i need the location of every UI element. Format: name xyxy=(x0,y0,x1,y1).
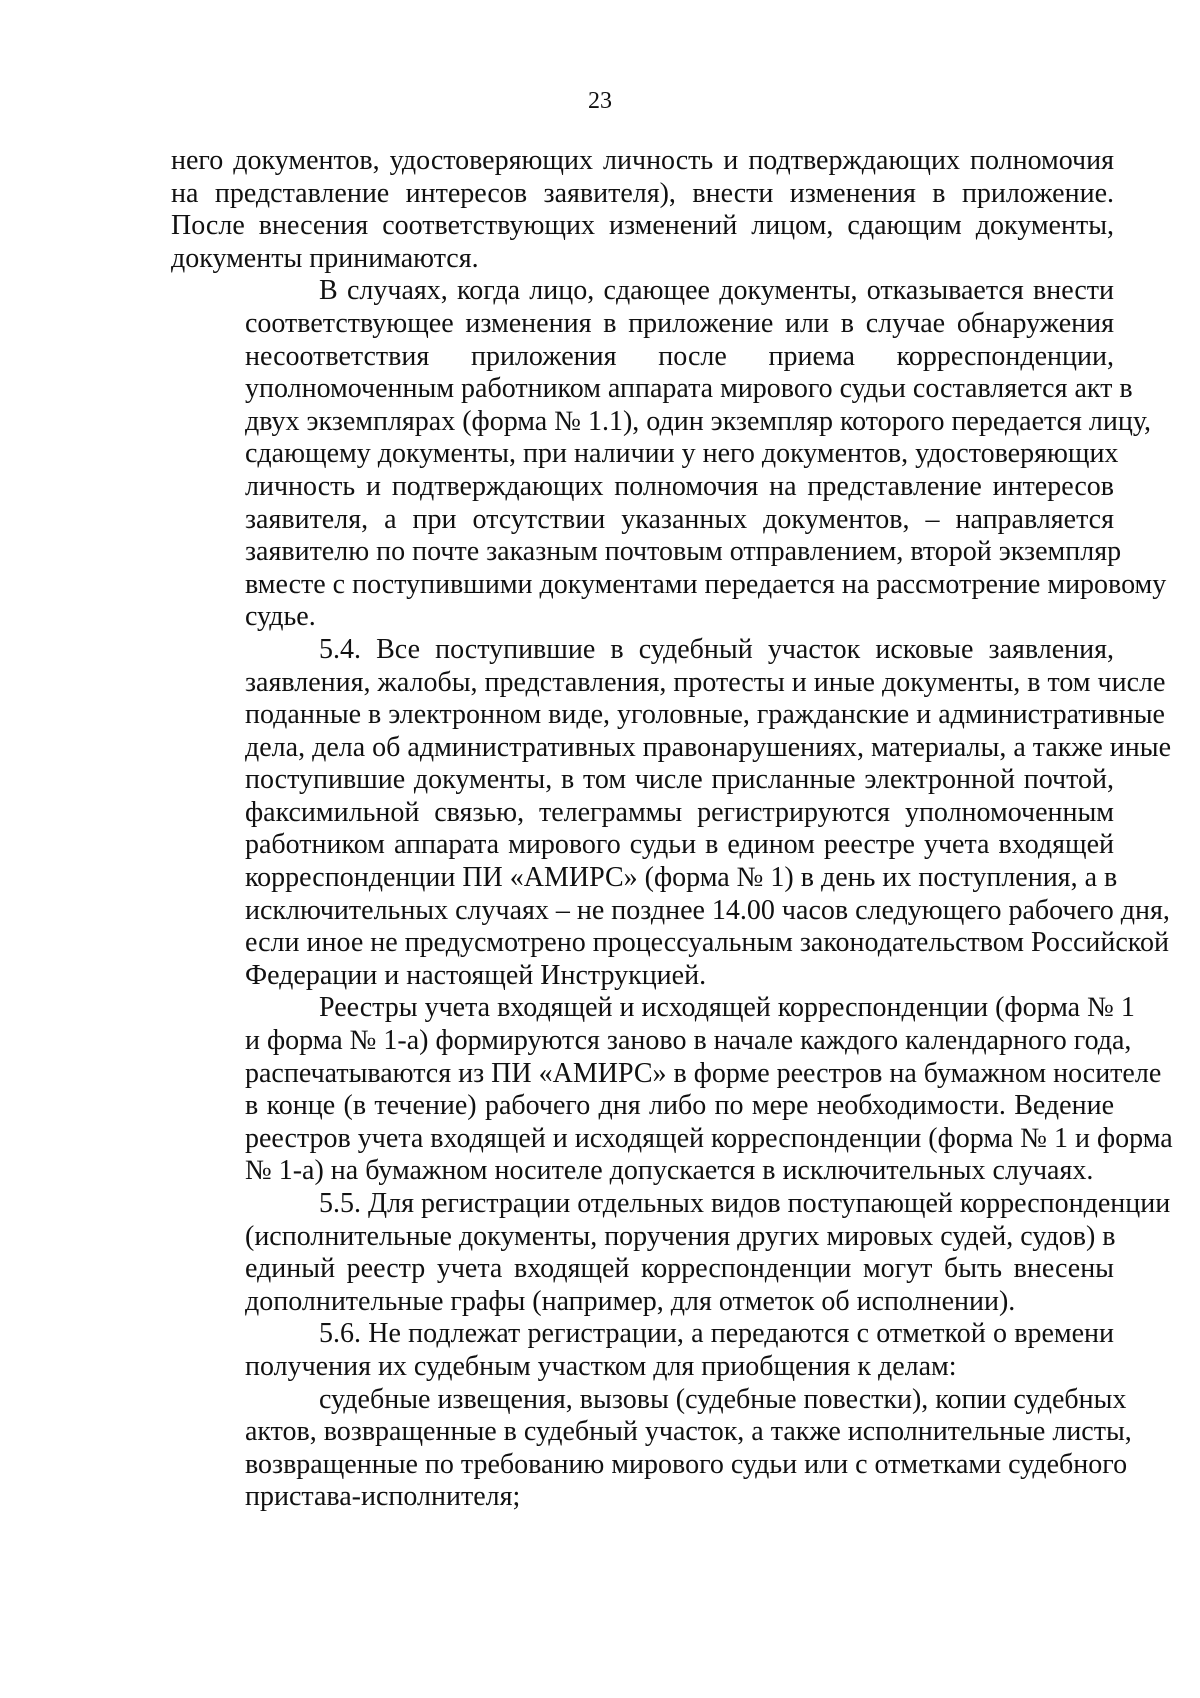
text-line: корреспонденции ПИ «АМИРС» (форма № 1) в день их поступления, а в xyxy=(245,862,1118,894)
text-line: поданные в электронном виде, уголовные, гражданские и административные xyxy=(245,699,1165,731)
text-line: (исполнительные документы, поручения других мировых судей, судов) в xyxy=(245,1220,1116,1252)
text-line: исключительных случаях – не позднее 14.00 часов следующего рабочего дня, xyxy=(245,894,1170,926)
text-line: сдающему документы, при наличии у него документов, удостоверяющих xyxy=(245,438,1119,470)
text-line: Федерации и настоящей Инструкцией. xyxy=(245,959,707,991)
document-body xyxy=(171,145,1173,1514)
text-line: факсимильной связью, телеграммы регистрируются уполномоченным xyxy=(245,796,1114,828)
text-line: и форма № 1-а) формируются заново в начале каждого календарного года, xyxy=(245,1025,1132,1057)
text-line: 5.5. Для регистрации отдельных видов поступающей корреспонденции xyxy=(319,1188,1171,1219)
text-line: двух экземплярах (форма № 1.1), один экземпляр которого передается лицу, xyxy=(245,405,1152,437)
paragraph xyxy=(171,275,1167,634)
text-line: заявителю по почте заказным почтовым отправлением, второй экземпляр xyxy=(245,536,1122,568)
text-line: в конце (в течение) рабочего дня либо по мере необходимости. Ведение xyxy=(245,1090,1114,1122)
text-line: пристава-исполнителя; xyxy=(245,1481,521,1513)
text-line: № 1-а) на бумажном носителе допускается в исключительных случаях. xyxy=(245,1155,1094,1187)
text-line: получения их судебным участком для приобщения к делам: xyxy=(245,1350,957,1382)
text-line: документы принимаются. xyxy=(171,242,479,274)
text-line: В случаях, когда лицо, сдающее документы, отказывается внести xyxy=(319,275,1114,307)
text-line: несоответствия приложения после приема корреспонденции, xyxy=(245,340,1114,372)
text-line: вместе с поступившими документами передается на рассмотрение мировому xyxy=(245,568,1167,600)
text-line: него документов, удостоверяющих личность и подтверждающих полномочия xyxy=(171,145,1114,176)
text-line: личность и подтверждающих полномочия на представление интересов xyxy=(245,470,1114,502)
text-line: судебные извещения, вызовы (судебные повестки), копии судебных xyxy=(319,1383,1127,1415)
text-line: дела, дела об административных правонарушениях, материалы, а также иные xyxy=(245,731,1171,763)
text-line: заявления, жалобы, представления, протесты и иные документы, в том числе xyxy=(245,666,1166,698)
text-line: Реестры учета входящей и исходящей корреспонденции (форма № 1 xyxy=(319,992,1135,1024)
text-line: дополнительные графы (например, для отметок об исполнении). xyxy=(245,1285,1016,1317)
text-line: соответствующее изменения в приложение или в случае обнаружения xyxy=(245,307,1114,339)
text-line: поступившие документы, в том числе присланные электронной почтой, xyxy=(245,764,1114,796)
text-line: если иное не предусмотрено процессуальным законодательством Российской xyxy=(245,927,1169,959)
text-line: единый реестр учета входящей корреспонденции могут быть внесены xyxy=(245,1253,1114,1285)
page-number: 23 xyxy=(588,88,612,114)
text-line: 5.4. Все поступившие в судебный участок исковые заявления, xyxy=(319,633,1114,665)
text-line: реестров учета входящей и исходящей корреспонденции (форма № 1 и форма xyxy=(245,1122,1173,1154)
text-line: уполномоченным работником аппарата мирового судьи составляется акт в xyxy=(245,373,1133,405)
paragraph xyxy=(171,633,1171,993)
text-line: После внесения соответствующих изменений лицом, сдающим документы, xyxy=(171,210,1114,242)
text-line: на представление интересов заявителя), внести изменения в приложение. xyxy=(171,177,1114,209)
text-line: актов, возвращенные в судебный участок, а также исполнительные листы, xyxy=(245,1416,1132,1448)
text-line: заявителя, а при отсутствии указанных документов, – направляется xyxy=(245,503,1114,535)
paragraph xyxy=(171,992,1173,1188)
text-line: судье. xyxy=(245,601,316,633)
paragraph xyxy=(171,1188,1171,1318)
text-line: распечатываются из ПИ «АМИРС» в форме реестров на бумажном носителе xyxy=(245,1057,1162,1089)
text-line: возвращенные по требованию мирового судьи или с отметками судебного xyxy=(245,1448,1128,1480)
paragraph xyxy=(171,1383,1132,1514)
text-line: 5.6. Не подлежат регистрации, а передаются с отметкой о времени xyxy=(319,1318,1114,1350)
text-line: работником аппарата мирового судьи в едином реестре учета входящей xyxy=(245,829,1114,861)
paragraph xyxy=(171,145,1114,275)
paragraph xyxy=(171,1318,1114,1383)
